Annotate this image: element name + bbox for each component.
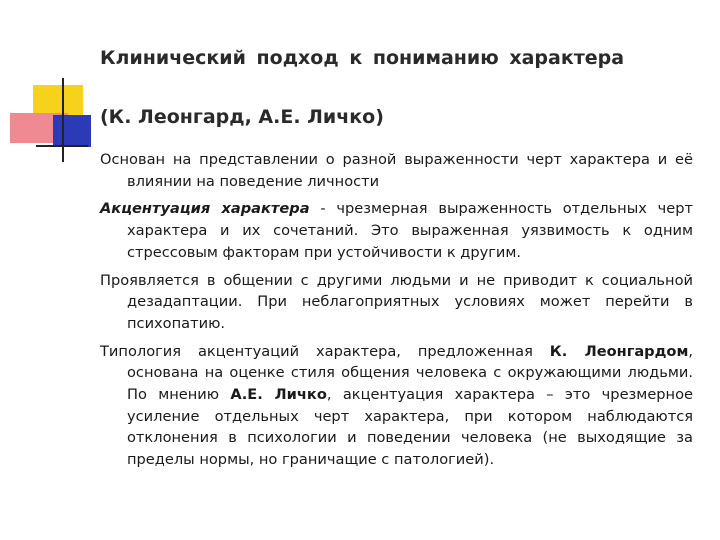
paragraph-manifestation-text: Проявляется в общении с другими людьми и не приводит к социальной дезадаптации. При неблагоприятных условиях может перейти в психопатию. xyxy=(100,271,693,332)
typology-text-a: Типология акцентуаций характера, предложенная xyxy=(100,342,550,360)
paragraph-basis xyxy=(100,149,693,192)
typology-text-b: , основана на оценке стиля общения человека с окружающими людьми. По мнению xyxy=(127,342,694,404)
paragraph-typology xyxy=(100,341,693,471)
slide-subtitle: (К. Леонгард, А.Е. Личко) xyxy=(100,106,384,128)
typology-text-c: , акцентуация характера – это чрезмерное усиление отдельных черт характера, при котором наблюдаются отклонения в психологии и поведении человека (не выходящие за пределы нормы, но граничащие с патологией). xyxy=(127,386,694,469)
decor-blue-square xyxy=(53,115,91,147)
decor-horizontal-line xyxy=(36,145,88,147)
decor-vertical-line xyxy=(62,78,64,162)
author-leonhard: К. Леонгардом xyxy=(549,342,689,360)
author-lichko: А.Е. Личко xyxy=(230,386,327,404)
paragraph-basis-text: Основан на представлении о разной выраженности черт характера и её влиянии на поведение личности xyxy=(100,151,693,190)
paragraph-manifestation xyxy=(100,270,693,335)
slide-title: Клинический подход к пониманию характера xyxy=(100,47,625,69)
paragraph-accentuation xyxy=(100,198,693,263)
accentuation-definition: - чрезмерная выраженность отдельных черт характера и их сочетаний. Это выраженная уязвимость к одним стрессовым факторам при устойчивости к другим. xyxy=(127,200,694,261)
term-accentuation: Акцентуация характера xyxy=(100,200,310,218)
slide-body xyxy=(100,149,693,477)
